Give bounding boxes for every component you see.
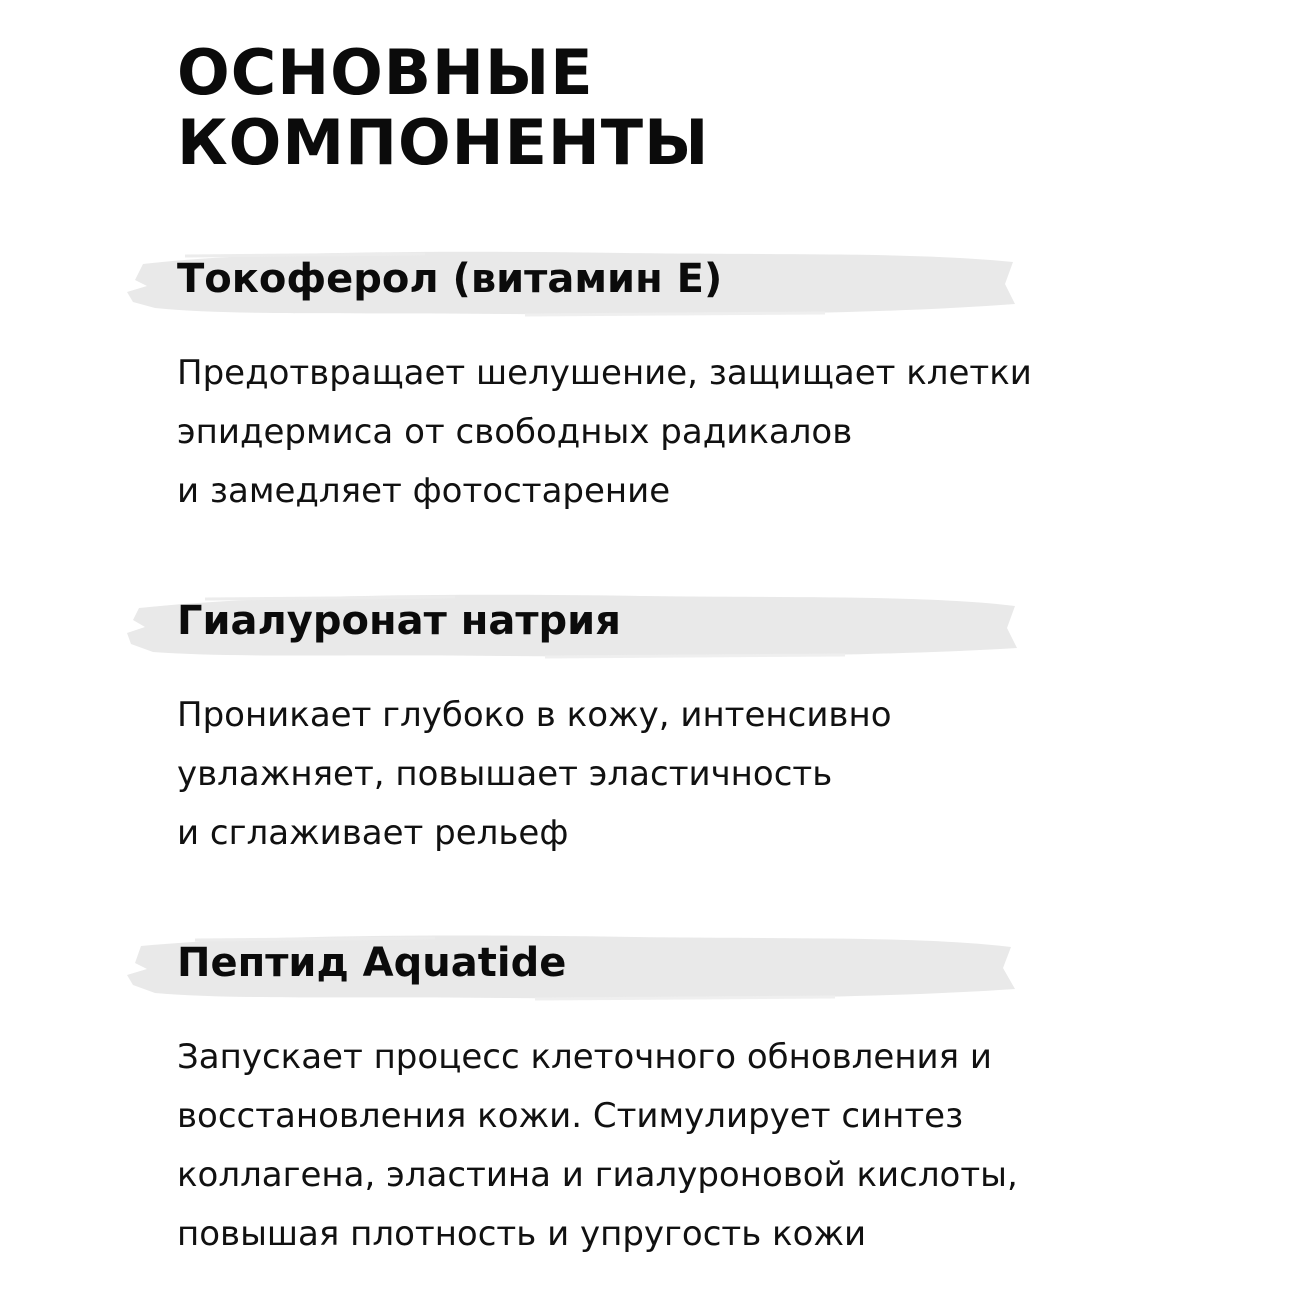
description-line: и замедляет фотостарение (177, 471, 671, 511)
section-heading: Пептид Aquatide (177, 940, 567, 986)
description-line: повышая плотность и упругость кожи (177, 1214, 867, 1254)
page-title-line-1: ОСНОВНЫЕ (177, 36, 594, 109)
section-heading: Токоферол (витамин Е) (177, 256, 723, 302)
description-line: коллагена, эластина и гиалуроновой кислоты, (177, 1155, 1018, 1195)
section-description (177, 344, 1032, 521)
description-line: Предотвращает шелушение, защищает клетки (177, 353, 1032, 393)
description-line: эпидермиса от свободных радикалов (177, 412, 853, 452)
section-heading: Гиалуронат натрия (177, 598, 621, 644)
description-line: Проникает глубоко в кожу, интенсивно (177, 695, 892, 735)
description-line: увлажняет, повышает эластичность (177, 754, 833, 794)
description-line: и сглаживает рельеф (177, 813, 569, 853)
description-line: Запускает процесс клеточного обновления и (177, 1037, 993, 1077)
page-title (177, 38, 709, 178)
section-description (177, 686, 892, 863)
description-line: восстановления кожи. Стимулирует синтез (177, 1096, 964, 1136)
page-title-line-2: КОМПОНЕНТЫ (177, 106, 710, 179)
section-description (177, 1028, 1018, 1264)
